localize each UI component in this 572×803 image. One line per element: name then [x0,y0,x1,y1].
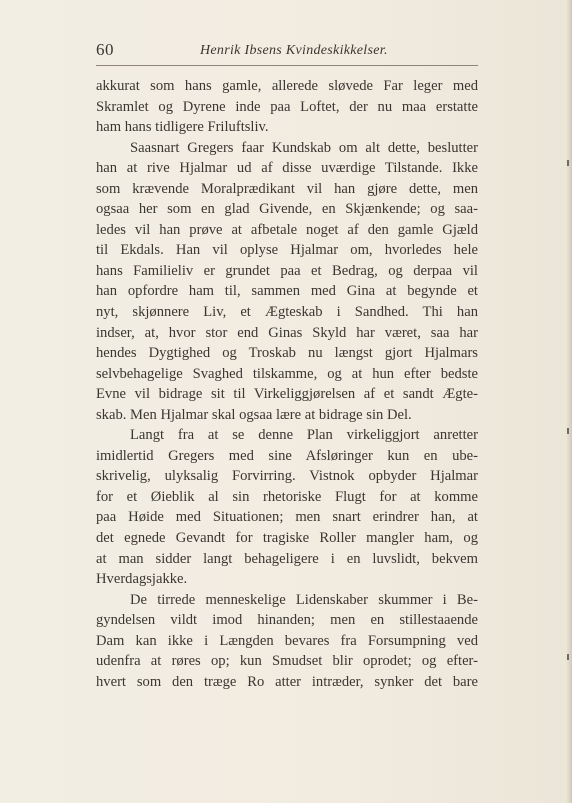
text-line: hendes Dygtighed og Troskab nu længst gjort Hjalmars [96,345,478,362]
text-line: ledes vil han prøve at afbetale noget af den gamle Gjæld [96,221,478,238]
paragraph [96,138,478,426]
text-line: det egnede Gevandt for tragiske Roller mangler ham, og [96,530,478,547]
text-line: Dam kan ikke i Længden bevares fra Forsumpning ved [96,632,478,649]
text-line: akkurat som hans gamle, allerede sløvede Far leger med [96,78,478,94]
text-line: udenfra at røres op; kun Smudset blir oprodet; og efter- [96,653,478,670]
text-line: ham hans tidligere Friluftsliv. [96,119,269,136]
text-line: Saasnart Gregers faar Kundskab om alt dette, beslutter [130,139,478,156]
text-line: han at rive Hjalmar ud af disse uværdige Tilstande. Ikke [96,160,478,177]
text-line: Hverdagsjakke. [96,571,188,588]
page-edge-shadow [566,0,572,803]
header-rule [96,65,478,66]
text-line: De tirrede menneskelige Lidenskaber skummer i Be- [130,591,478,608]
text-line: gyndelsen vildt imod hinanden; men en stillestaaende [96,612,478,629]
text-line: at man sidder langt behageligere i en luvslidt, bekvem [96,550,478,567]
text-line: paa Høide med Situationen; men snart erindrer han, at [96,509,478,526]
text-line: indser, at, hvor stor end Ginas Skyld har været, saa har [96,324,478,341]
page-number: 60 [96,40,114,59]
text-line: Evne vil bidrage sit til Virkeliggjørelsen af et sandt Ægte- [96,386,478,403]
text-line: han opfordre ham til, sammen med Gina at begynde et [96,283,478,300]
text-line: nyt, skjønnere Liv, et Ægteskab i Sandhed. Thi han [96,304,478,321]
margin-mark [567,160,569,166]
paragraph [96,425,478,589]
paragraph [96,590,478,693]
text-line: til Ekdals. Han vil oplyse Hjalmar om, hvorledes hele [96,242,478,259]
margin-mark [567,428,569,434]
text-line: som krævende Moralprædikant vil han gjøre dette, men [96,180,478,197]
text-line: for et Øieblik al sin rhetoriske Flugt for at komme [96,488,478,505]
text-line: Langt fra at se denne Plan virkeliggjort anretter [130,427,478,444]
text-line: skrivelig, ulyksalig Forvirring. Vistnok opbyder Hjalmar [96,468,478,485]
text-line: hans Familieliv er grundet paa et Bedrag, og derpaa vil [96,262,478,279]
paragraph [96,76,478,138]
text-line: ogsaa her som en glad Givende, en Skjænkende; og saa- [96,201,478,218]
text-line: imidlertid Gregers med sine Afsløringer kun en ube- [96,447,478,464]
text-line: Skramlet og Dyrene inde paa Loftet, der nu maa erstatte [96,98,478,115]
page-header [96,40,478,64]
running-title: Henrik Ibsens Kvindeskikkelser. [200,43,388,58]
margin-mark [567,654,569,660]
body-text [96,76,478,692]
text-line: skab. Men Hjalmar skal ogsaa lære at bidrage sin Del. [96,406,412,423]
text-line: selvbehagelige Svaghed tilskamme, og at hun efter bedste [96,365,478,382]
text-line: hvert som den træge Ro atter intræder, synker det bare [96,673,478,690]
